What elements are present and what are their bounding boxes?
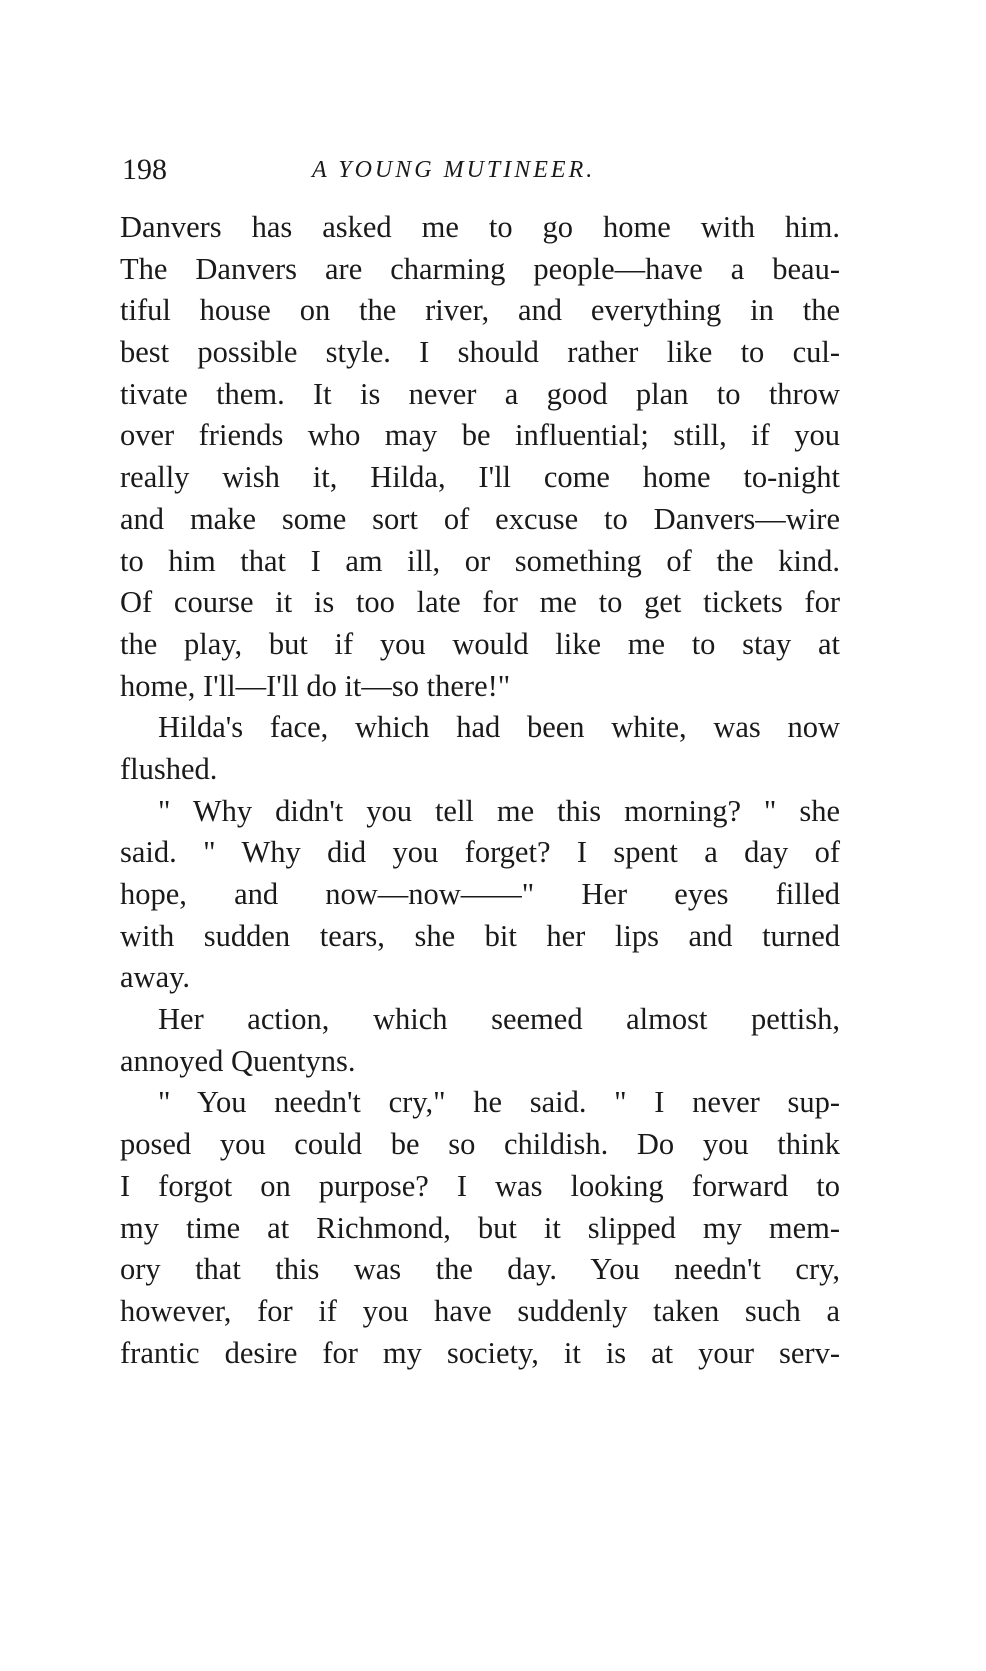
text-line: with sudden tears, she bit her lips and turned [120, 918, 840, 953]
text-line: Danvers has asked me to go home with him. [120, 210, 840, 244]
text-line: Hilda's face, which had been white, was now [158, 710, 840, 745]
text-line: said. " Why did you forget? I spent a day of [120, 835, 840, 870]
text-line: The Danvers are charming people—have a beau- [120, 251, 840, 286]
text-line: flushed. [120, 751, 218, 786]
text-line: tiful house on the river, and everything in the [120, 293, 840, 328]
text-line: Of course it is too late for me to get tickets for [120, 585, 840, 620]
text-line: " You needn't cry," he said. " I never sup- [158, 1085, 840, 1120]
page-number: 198 [122, 153, 167, 186]
text-line: ory that this was the day. You needn't cry, [120, 1252, 840, 1287]
text-line: best possible style. I should rather like to cul- [120, 335, 840, 370]
page-header [122, 150, 842, 190]
text-line: my time at Richmond, but it slipped my mem- [120, 1210, 840, 1245]
text-line: the play, but if you would like me to stay at [120, 626, 840, 661]
text-line: to him that I am ill, or something of the kind. [120, 543, 840, 578]
text-line: away. [120, 960, 190, 995]
text-line: posed you could be so childish. Do you think [120, 1127, 840, 1162]
text-line: really wish it, Hilda, I'll come home to-night [120, 460, 840, 495]
text-line: I forgot on purpose? I was looking forward to [120, 1168, 840, 1203]
text-line: annoyed Quentyns. [120, 1043, 356, 1078]
text-line: hope, and now—now——" Her eyes filled [120, 877, 840, 911]
text-line: tivate them. It is never a good plan to throw [120, 376, 840, 411]
text-line: and make some sort of excuse to Danvers—wire [120, 501, 840, 536]
text-line: over friends who may be influential; still, if you [120, 418, 840, 453]
running-head: A YOUNG MUTINEER. [312, 157, 596, 183]
text-line: home, I'll—I'll do it—so there!" [120, 668, 511, 703]
body-text [120, 207, 840, 1374]
text-line: Her action, which seemed almost pettish, [158, 1002, 840, 1037]
text-line: however, for if you have suddenly taken such a [120, 1293, 840, 1328]
text-line: frantic desire for my society, it is at your serv- [120, 1335, 840, 1370]
text-line: " Why didn't you tell me this morning? " she [158, 793, 840, 828]
